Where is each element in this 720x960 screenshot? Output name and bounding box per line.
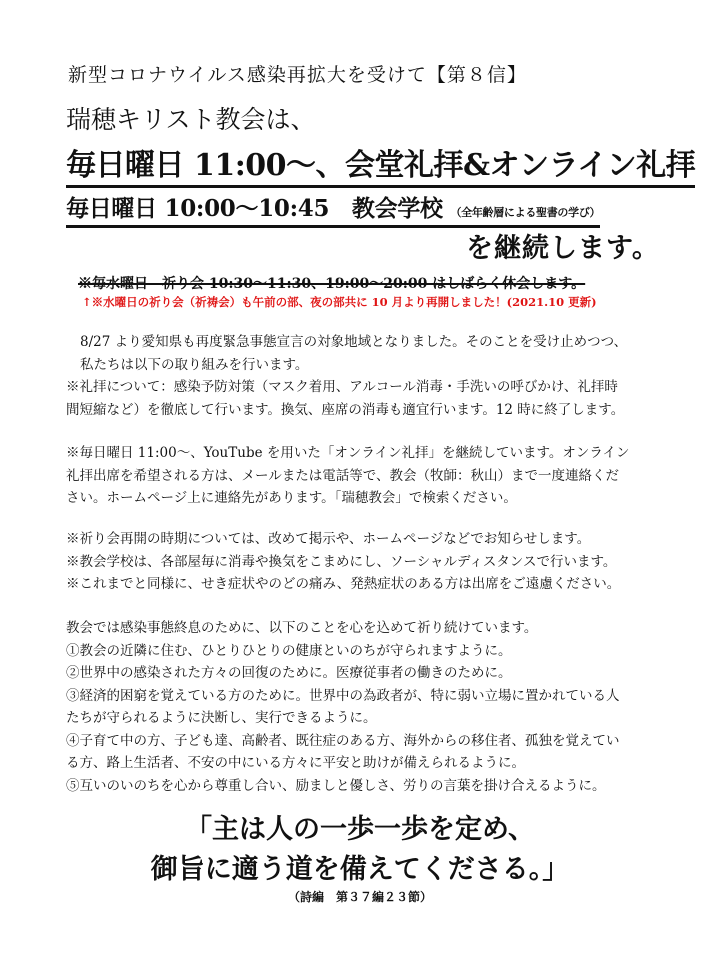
prayers-section [66, 617, 666, 797]
paragraph-line: ※これまでと同様に、せき症状やのどの痛み、発熱症状のある方は出席をご遠慮ください。 [66, 576, 621, 592]
paragraph-line: ※教会学校は、各部屋毎に消毒や換気をこまめにし、ソーシャルディスタンスで行います。 [66, 553, 617, 570]
paragraph-line: 間短縮など）を徹底して行います。換気、座席の消毒も適宜行います。12 時に終了します。 [66, 401, 625, 418]
paragraph-line: 8/27 より愛知県も再度緊急事態宣言の対象地域となりました。そのことを受け止めつつ、 [80, 334, 628, 350]
church-school-schedule [66, 190, 600, 228]
intro-section [66, 331, 666, 421]
prayer-item: ③経済的困窮を覚えている方のために。世界中の為政者が、特に弱い立場に置かれている人 [66, 687, 620, 704]
notes-section [66, 528, 666, 596]
church-name: 瑞穂キリスト教会は、 [66, 105, 316, 134]
paragraph-line: ※祈り会再開の時期については、改めて掲示や、ホームページなどでお知らせします。 [66, 531, 591, 547]
prayer-item-continued: たちが守られるように決断し、実行できるように。 [66, 710, 377, 726]
church-school-time: 毎日曜日 10:00〜10:45 教会学校 [66, 195, 443, 222]
prayer-item: ⑤互いのいのちを心から尊重し合い、励ましと優しさ、労りの言葉を掛け合えるように。 [66, 777, 606, 794]
online-worship-section [66, 442, 666, 510]
prayer-item-continued: る方、路上生活者、不安の中にいる方々に平安と助けが備えられるように。 [66, 755, 525, 771]
prayer-item: ④子育て中の方、子ども達、高齢者、既往症のある方、海外からの移住者、孤独を覚えてい [66, 732, 620, 749]
bible-verse-line: 御旨に適う道を備えてくださる。」 [150, 854, 570, 885]
bible-verse-reference: （詩編 第３７編２３節） [287, 890, 432, 904]
church-school-note: （全年齢層による聖書の学び） [450, 206, 601, 219]
continue-statement: を継続します。 [466, 233, 660, 264]
paragraph-line: さい。ホームページ上に連絡先があります。「瑞穂教会」で検索ください。 [66, 490, 517, 506]
bible-verse-line: 「主は人の一歩一歩を定め、 [185, 814, 535, 845]
bible-verse [0, 810, 720, 890]
paragraph-line: ※礼拝について：感染予防対策（マスク着用、アルコール消毒・手洗いの呼びかけ、礼拝時 [66, 379, 618, 395]
prayer-item: ②世界中の感染された方々の回復のために。医療従事者の働きのために。 [66, 665, 512, 681]
prayer-item: ①教会の近隣に住む、ひとりひとりの健康といのちが守られますように。 [66, 642, 512, 659]
paragraph-line: 教会では感染事態終息のために、以下のことを心を込めて祈り続けています。 [66, 620, 538, 636]
paragraph-line: ※毎日曜日 11:00〜、YouTube を用いた「オンライン礼拝」を継続しています。オンライン [66, 445, 630, 461]
paragraph-line: 私たちは以下の取り組みを行います。 [80, 356, 309, 373]
document-title: 新型コロナウイルス感染再拡大を受けて【第８信】 [68, 64, 527, 86]
cancelled-prayer-meeting-notice: ※毎水曜日 祈り会 10:30〜11:30、19:00〜20:00 はしばらく休会します。 [78, 276, 586, 292]
worship-schedule: 毎日曜日 11:00〜、会堂礼拝&オンライン礼拝 [66, 140, 695, 188]
paragraph-line: 礼拝出席を希望される方は、メールまたは電話等で、教会（牧師：秋山）まで一度連絡くだ [66, 467, 619, 484]
prayer-meeting-resumed-notice: ↑※水曜日の祈り会（祈祷会）も午前の部、夜の部共に 10 月より再開しました！(2021.10 更新) [82, 295, 597, 309]
